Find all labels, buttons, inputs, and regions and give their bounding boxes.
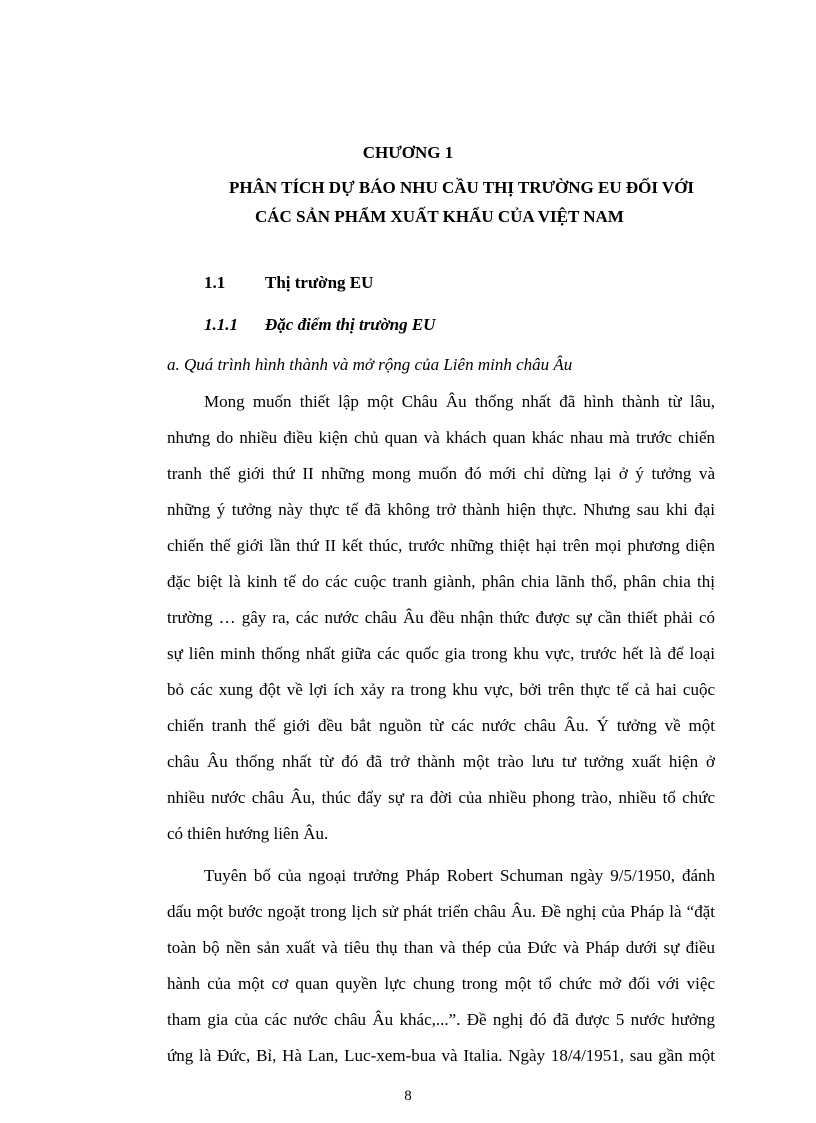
page-number: 8 [404,1088,412,1104]
chapter-title-line-1: PHÂN TÍCH DỰ BÁO NHU CẦU THỊ TRƯỜNG EU ĐỐI VỚI [229,178,695,197]
paragraph-1-line: sự liên minh thống nhất giữa các quốc gia trong khu vực, trước hết là để loại [167,644,715,663]
paragraph-1-line: châu Âu thống nhất từ đó đã trở thành một trào lưu tư tưởng xuất hiện ở [167,752,715,771]
paragraph-1-line: trường … gây ra, các nước châu Âu đều nhận thức được sự cần thiết phải có [167,608,715,627]
paragraph-1-line: những ý tưởng này thực tế đã không trở thành hiện thực. Nhưng sau khi đại [167,500,715,519]
subsection-number: 1.1.1 [204,315,238,334]
section-title: Thị trường EU [265,273,374,292]
chapter-title-line-2: CÁC SẢN PHẨM XUẤT KHẨU CỦA VIỆT NAM [255,207,624,226]
section-number: 1.1 [204,273,226,292]
paragraph-1-line: tranh thế giới thứ II những mong muốn đó mới chỉ dừng lại ở ý tưởng và [167,464,715,483]
paragraph-1-line: chiến thế giới lần thứ II kết thúc, trước những thiệt hại trên mọi phương diện [167,536,715,555]
paragraph-2-line: hành của một cơ quan quyền lực chung trong một tổ chức mở đối với việc [167,974,715,993]
paragraph-1-line: Mong muốn thiết lập một Châu Âu thống nhất đã hình thành từ lâu, [204,392,715,411]
paragraph-2-line: toàn bộ nền sản xuất và tiêu thụ than và thép của Đức và Pháp dưới sự điều [167,938,715,957]
paragraph-2-line: Tuyên bố của ngoại trưởng Pháp Robert Schuman ngày 9/5/1950, đánh [204,866,715,885]
paragraph-1-line: bỏ các xung đột về lợi ích xảy ra trong khu vực, bởi trên thực tế cả hai cuộc [167,680,715,699]
paragraph-2-line: tham gia của các nước châu Âu khác,...”. Đề nghị đó đã được 5 nước hưởng [167,1010,715,1029]
paragraph-2-line: dấu một bước ngoặt trong lịch sử phát triển châu Âu. Đề nghị của Pháp là “đặt [167,902,715,921]
paragraph-2-line: ứng là Đức, Bỉ, Hà Lan, Luc-xem-bua và Italia. Ngày 18/4/1951, sau gần một [167,1046,715,1065]
chapter-label: CHƯƠNG 1 [362,143,454,162]
paragraph-1-line: đặc biệt là kinh tế do các cuộc tranh giành, phân chia lãnh thổ, phân chia thị [167,572,715,591]
paragraph-1-line: chiến tranh thế giới đều bắt nguồn từ các nước châu Âu. Ý tưởng về một [167,716,715,735]
subsection-title: Đặc điểm thị trường EU [265,315,436,334]
subsection-a-heading: a. Quá trình hình thành và mở rộng của Liên minh châu Âu [167,355,573,374]
paragraph-1-line: nhiều nước châu Âu, thúc đẩy sự ra đời của nhiều phong trào, nhiều tổ chức [167,788,715,807]
paragraph-1-line: có thiên hướng liên Âu. [167,824,329,843]
paragraph-1-line: nhưng do nhiều điều kiện chủ quan và khách quan khác nhau mà trước chiến [167,428,715,447]
